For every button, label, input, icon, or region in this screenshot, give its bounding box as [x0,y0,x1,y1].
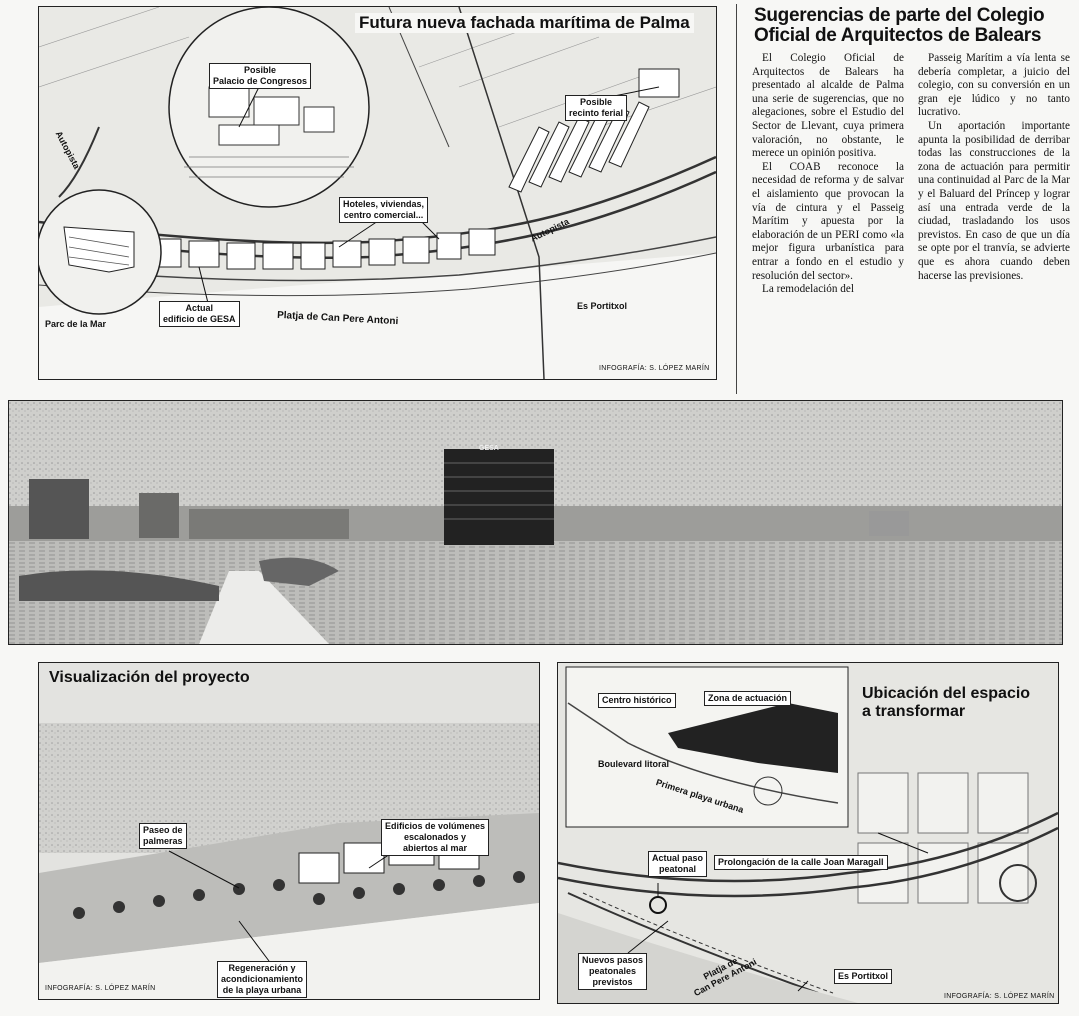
label-portitxol: Es Portitxol [577,301,628,311]
article-paragraph: La remodelación del [762,283,854,296]
label-platja-can-pere: Platja de Can Pere Antoni [692,955,759,999]
column-rule [736,4,737,394]
article-paragraph: Passeig Marítim a vía lenta se debería completar, a juicio del colegio, con su conversión en un gran eje lúdico y no tanto lucrativo. [918,52,1070,119]
gesa-sign: GESA [479,445,499,452]
label-primera-playa: Primera playa urbana [654,777,745,815]
label-boulevard: Boulevard litoral [598,759,670,769]
label-edificios: Edificios de volúmenes escalonados y abiertos al mar [381,819,489,856]
map-credit: INFOGRAFÍA: S. LÓPEZ MARÍN [599,365,710,372]
label-nuevos-pasos: Nuevos pasos peatonales previstos [578,953,647,990]
article-headline: Sugerencias de parte del Colegio Oficial de Arquitectos de Balears [754,5,1045,46]
label-palacio-congresos: Posible Palacio de Congresos [209,63,311,89]
coastline-map-panel [38,6,717,380]
label-regeneracion: Regeneración y acondicionamiento de la playa urbana [217,961,307,998]
panoramic-photo [8,400,1063,645]
visualization-title: Visualización del proyecto [49,669,250,686]
label-platja: Platja de Can Pere Antoni [276,309,399,328]
location-panel [557,662,1059,1004]
label-centro-historico: Centro histórico [598,693,676,708]
location-title: Ubicación del espacio a transformar [862,685,1031,720]
label-recinto-ferial: Posible recinto ferial [565,95,627,121]
visualization-panel [38,662,540,1000]
article-paragraph: El Colegio Oficial de Arquitectos de Balears ha presentado al alcalde de Palma una serie de sugerencias, que no alegaciones, sobre el Estudio del Sector de Llevant, cuya primera valoración, no obstante, le merece un opinión positiva. [752,52,904,160]
location-credit: INFOGRAFÍA: S. LÓPEZ MARÍN [944,993,1055,1000]
article-column-2 [918,52,1070,297]
label-gesa: Actual edificio de GESA [159,301,240,327]
article-column-1 [752,52,904,297]
label-parc-de-la-mar: Parc de la Mar [45,319,107,329]
visualization-credit: INFOGRAFÍA: S. LÓPEZ MARÍN [45,985,156,992]
label-hoteles: Hoteles, viviendas, centro comercial... [339,197,428,223]
article [740,0,1075,400]
article-paragraph: Un aportación importante apunta la posibilidad de derribar todas las construcciones de la zona de actuación para permitir una continuidad al Parc de la Mar y el Baluard del Príncep y lograr así una entrada verde de la ciudad, trasladando los usos previstos. En caso de que un día se opte por el tranvía, se advierte que es ahora cuando deben hacerse las previsiones. [918,119,1070,282]
map-title: Futura nueva fachada marítima de Palma [355,13,694,33]
article-paragraph: El COAB reconoce la necesidad de reforma y de salvar el aislamiento que provocan la vía de cintura y el Passeig Marítim y apuesta por la elaboración de un PERI como «la mejor figura urbanística para entrar a fondo en el estudio y resolución del sector». [752,160,904,282]
label-es-portitxol: Es Portitxol [834,969,892,984]
label-actual-paso: Actual paso peatonal [648,851,707,877]
label-autopista-left: Autopista [53,129,82,171]
label-autopista-right: Autopista [528,216,571,244]
photo-drawing [9,401,1062,644]
label-zona-actuacion: Zona de actuación [704,691,791,706]
label-paseo-palmeras: Paseo de palmeras [139,823,187,849]
label-prolongacion: Prolongación de la calle Joan Maragall [714,855,888,870]
